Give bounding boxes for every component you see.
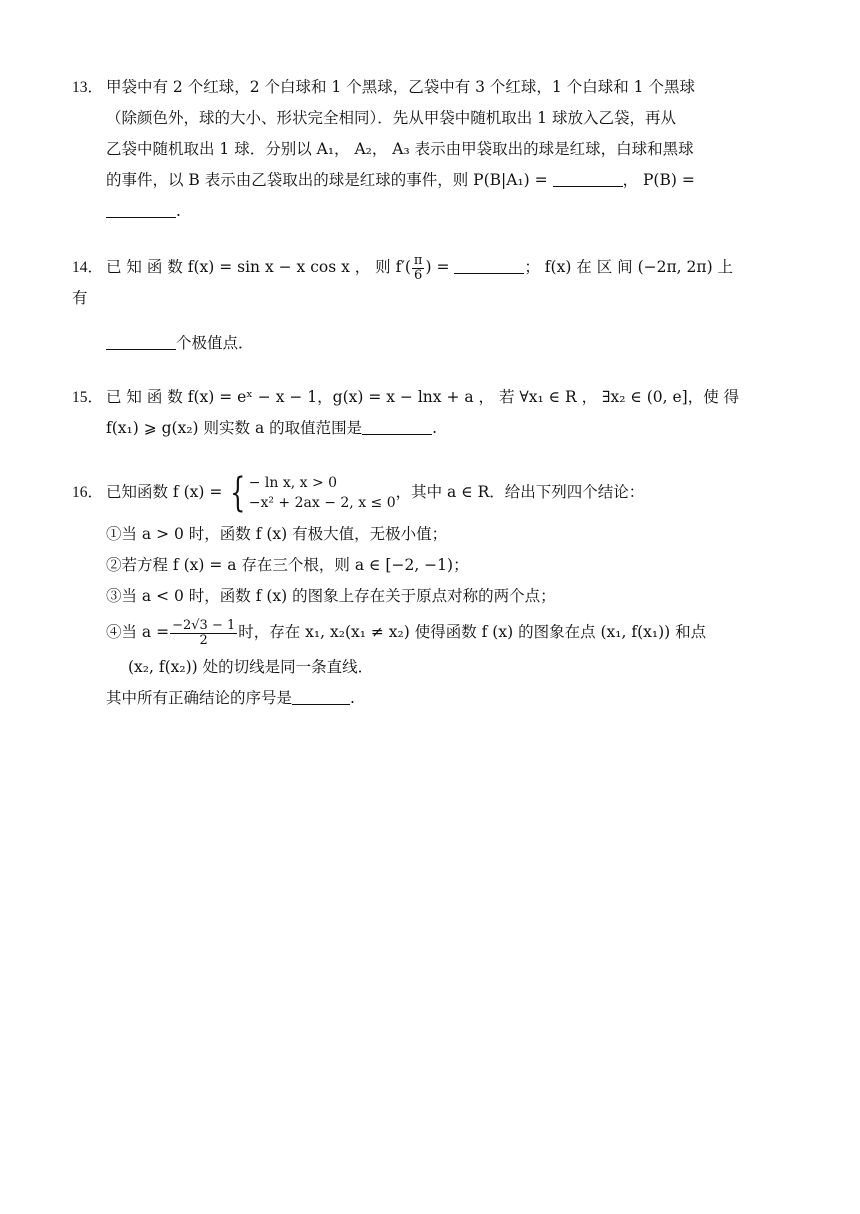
q16-item-4 — [72, 612, 752, 652]
q13-text-1: 甲袋中有 2 个红球，2 个白球和 1 个黑球，乙袋中有 3 个红球，1 个白球和 1 个黑球 — [106, 78, 695, 96]
q16-case-1: − ln x, x > 0 — [248, 475, 338, 491]
q16-final-text: 其中所有正确结论的序号是 — [106, 689, 293, 707]
q16-item-1: ①当 a > 0 时，函数 f (x) 有极大值，无极小值； — [106, 525, 448, 543]
q14-answer-blank-2[interactable] — [106, 331, 176, 350]
q16-frac-top: −2√3 − 1 — [172, 617, 236, 633]
q14-line-2 — [72, 328, 752, 359]
q15-number: 15． — [72, 389, 104, 406]
q15-text-1: 已 知 函 数 f(x) = eˣ − x − 1，g(x) = x − lnx + a ， 若 ∀x₁ ∈ R ， ∃x₂ ∈ (0, e]，使 得 — [106, 388, 740, 406]
q16-tail: ，其中 a ∈ R．给出下列四个结论： — [395, 483, 645, 501]
question-16 — [72, 470, 752, 714]
q16-final-line — [72, 683, 752, 714]
q15-line-2 — [72, 413, 752, 444]
q14-text-1: 已 知 函 数 f(x) = sin x − x cos x ， 则 f′( — [106, 258, 411, 276]
q16-item-3: ③当 a < 0 时，函数 f (x) 的图象上存在关于原点对称的两个点； — [106, 587, 556, 605]
q16-case-2: −x² + 2ax − 2, x ≤ 0 — [248, 495, 396, 511]
q15-text-2: f(x₁) ⩾ g(x₂) 则实数 a 的取值范围是 — [106, 419, 363, 437]
q16-line-1 — [72, 470, 752, 515]
q14-line-1 — [72, 252, 752, 314]
q16-piecewise-cases — [249, 473, 396, 513]
q16-number: 16． — [72, 484, 104, 501]
question-15 — [72, 382, 752, 444]
q14-fraction — [412, 254, 425, 283]
q15-line-1 — [72, 382, 752, 413]
q14-text-2: ) = — [425, 258, 450, 276]
q13-line-5 — [72, 196, 752, 227]
q14-text-3: ； f(x) 在 区 间 (−2π, 2π) 上 有 — [72, 258, 734, 307]
q13-line-2: （除颜色外，球的大小、形状完全相同）．先从甲袋中随机取出 1 球放入乙袋，再从 — [106, 109, 676, 127]
q16-answer-blank[interactable] — [292, 686, 350, 705]
q15-text-3: . — [432, 419, 438, 437]
q13-line-4 — [72, 165, 752, 196]
q13-line-3: 乙袋中随机取出 1 球．分别以 A₁， A₂， A₃ 表示由甲袋取出的球是红球，白球和黑球 — [106, 140, 694, 158]
q16-brace: { — [230, 470, 246, 516]
q13-answer-blank-1[interactable] — [553, 168, 623, 187]
q16-item-4b: 时，存在 x₁, x₂(x₁ ≠ x₂) 使得函数 f (x) 的图象在点 (x₁, f(x₁)) 和点 — [238, 623, 707, 641]
q13-text-4a: 的事件，以 B 表示由乙袋取出的球是红球的事件，则 P(B|A₁) = — [106, 171, 548, 189]
q13-text-5: . — [176, 202, 181, 220]
q14-frac-bottom: 6 — [414, 267, 423, 283]
q14-answer-blank-1[interactable] — [454, 255, 524, 274]
q16-item-2: ②若方程 f (x) = a 存在三个根，则 a ∈ [−2, −1)； — [106, 556, 469, 574]
q13-number: 13． — [72, 79, 104, 96]
q14-frac-top: π — [413, 252, 423, 268]
question-14 — [72, 252, 752, 359]
q16-frac-bottom: 2 — [199, 632, 208, 648]
q16-item-4c: (x₂, f(x₂)) 处的切线是同一条直线． — [128, 658, 374, 676]
q13-text-4b: ， P(B) = — [622, 171, 695, 189]
q14-number: 14． — [72, 259, 104, 276]
q16-item-4-fraction — [170, 619, 237, 648]
q16-lead: 已知函数 f (x) = — [106, 483, 223, 501]
q14-text-4: 个极值点． — [176, 334, 254, 352]
q13-line-1 — [72, 72, 752, 103]
q16-item-4a: ④当 a = — [106, 623, 170, 641]
q15-answer-blank[interactable] — [362, 416, 432, 435]
question-13 — [72, 72, 752, 227]
q13-answer-blank-2[interactable] — [106, 199, 176, 218]
q16-final-end: . — [350, 689, 355, 707]
